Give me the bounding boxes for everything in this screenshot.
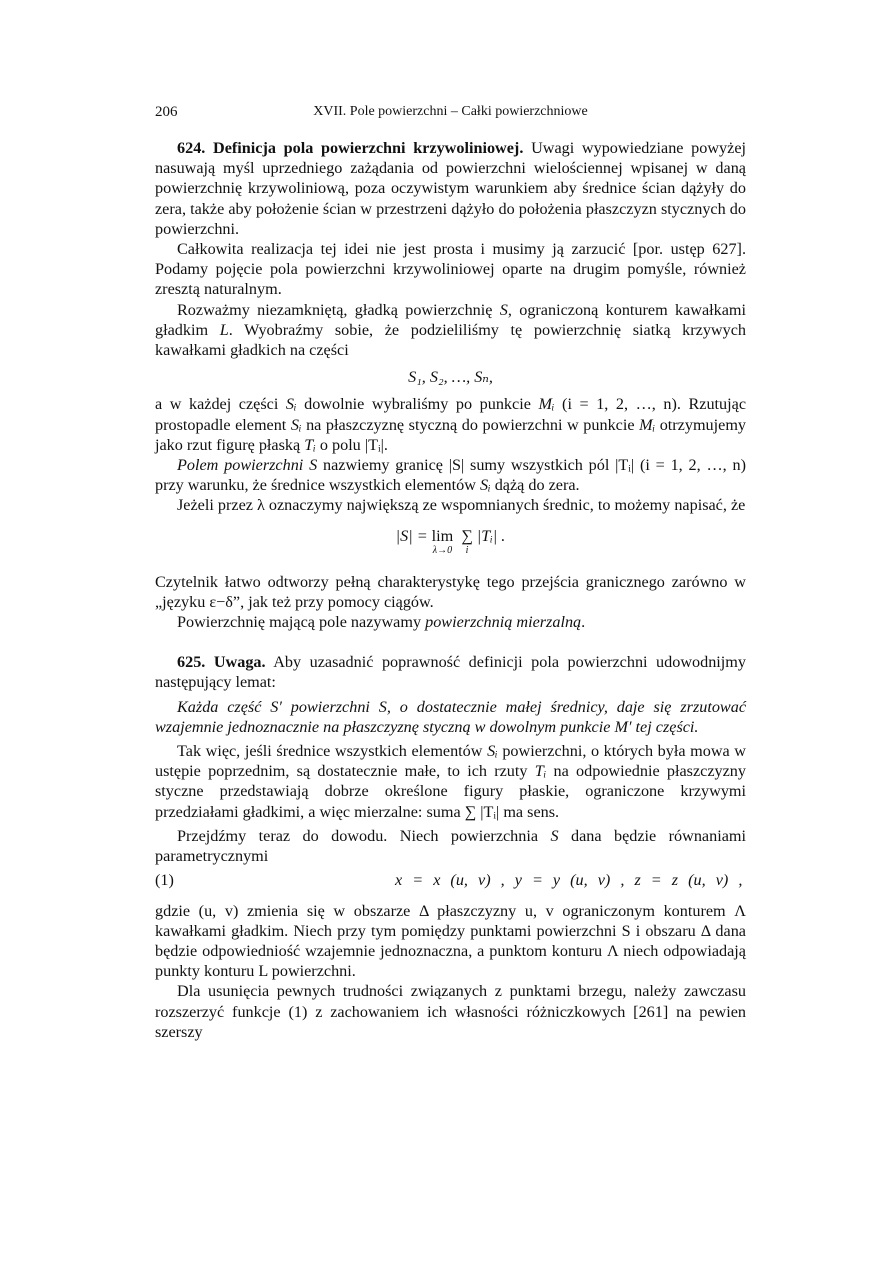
section-624-paragraph-8: Powierzchnię mającą pole nazywamy powierzchnią mierzalną.: [177, 613, 586, 632]
page-number: 206: [155, 104, 178, 120]
defined-term: Polem powierzchni S: [177, 456, 318, 475]
measurable-surface-term: powierzchnią mierzalną: [425, 613, 582, 632]
equation-label: (1): [155, 871, 174, 890]
document-page: [155, 104, 746, 1042]
section-625-paragraph-5: Dla usunięcia pewnych trudności związanych z punktami brzegu, należy zawczasu rozszerzyć funkcje (1) z zachowaniem ich własności różniczkowych [261] na pewien szerszy: [155, 982, 746, 1041]
body-text: [155, 138, 746, 1042]
equation-body: x = x (u, v) , y = y (u, v) , z = z (u, v) ,: [395, 871, 743, 890]
section-624-paragraph-1: 624. Definicja pola powierzchni krzywoliniowej. Uwagi wypowiedziane powyżej nasuwają myśl uprzedniego zażądania od powierzchni wielościennej wpisanej w daną powierzchnię krzywoliniową, poza oczywistym warunkiem aby średnice ścian dążyły do zera, także aby położenie ścian w przestrzeni dążyło do położenia płaszczyzn stycznych do powierzchni.: [155, 139, 747, 238]
limit-formula: |S| = lim λ→0 ∑ i |Tᵢ| .: [395, 526, 506, 556]
section-624-definition: Polem powierzchni S nazwiemy granicę |S| sumy wszystkich pól |Tᵢ| (i = 1, 2, …, n) przy warunku, że średnice wszystkich elementów Sᵢ dążą do zera.: [155, 456, 746, 495]
section-625-heading: 625. Uwaga.: [177, 653, 266, 672]
section-624-paragraph-3: Rozważmy niezamkniętą, gładką powierzchnię S, ograniczoną konturem kawałkami gładkim L. Wyobraźmy sobie, że podzieliliśmy tę powierzchnię siatką krzywych kawałkami gładkich na części: [155, 300, 747, 360]
equation-1: [155, 870, 746, 890]
lemma-statement: Każda część S′ powierzchni S, o dostatecznie małej średnicy, daje się zrzutować wzajemnie jednoznacznie na płaszczyznę styczną w dowolnym punkcie M′ tej części.: [155, 697, 746, 736]
running-title: XVII. Pole powierzchni – Całki powierzchniowe: [313, 104, 588, 119]
section-625-paragraph-4: gdzie (u, v) zmienia się w obszarze Δ płaszczyzny u, v ograniczonym konturem Λ kawałkami gładkim. Niech przy tym pomiędzy punktami powierzchni S i obszaru Δ dana będzie odpowiedniość wzajemnie jednoznaczna, a punktom konturu Λ niech odpowiadają punkty konturu L powierzchni.: [155, 901, 746, 981]
sum-operator: ∑ i: [461, 526, 473, 556]
section-624-paragraph-6: Jeżeli przez λ oznaczymy największą ze wspomnianych średnic, to możemy napisać, że: [177, 496, 746, 515]
formula-parts: S₁, S₂, …, Sₙ,: [408, 368, 493, 387]
section-625-paragraph-2: Tak więc, jeśli średnice wszystkich elementów Sᵢ powierzchni, o których była mowa w ustępie poprzednim, są dostatecznie małe, to ich rzuty Tᵢ na odpowiednie płaszczyzny styczne przedstawiają dobrze określone figury płaskie, ograniczone krzywymi przedziałami gładkimi, a więc mierzalne: suma ∑ |Tᵢ| ma sens.: [155, 742, 746, 821]
page-header: [155, 104, 746, 126]
limit-operator: lim λ→0: [431, 526, 454, 556]
section-624-paragraph-7: Czytelnik łatwo odtworzy pełną charakterystykę tego przejścia granicznego zarówno w „języku ε−δ”, jak też przy pomocy ciągów.: [155, 572, 746, 611]
section-625-paragraph-3: Przejdźmy teraz do dowodu. Niech powierzchnia S dana będzie równaniami parametrycznymi: [155, 826, 746, 866]
section-624-paragraph-4: a w każdej części Sᵢ dowolnie wybraliśmy po punkcie Mᵢ (i = 1, 2, …, n). Rzutując prostopadle element Sᵢ na płaszczyznę styczną do powierzchni w punkcie Mᵢ otrzymujemy jako rzut figurę płaską Tᵢ o polu |Tᵢ|.: [155, 395, 747, 454]
section-624-heading: 624. Definicja pola powierzchni krzywoliniowej.: [177, 139, 524, 157]
section-624-paragraph-2: Całkowita realizacja tej idei nie jest prosta i musimy ją zarzucić [por. ustęp 627]. Podamy pojęcie pola powierzchni krzywoliniowej oparte na drugim pomyśle, również zresztą naturalnym.: [155, 240, 746, 299]
section-625-paragraph-1: 625. Uwaga. Aby uzasadnić poprawność definicji pola powierzchni udowodnijmy następujący lemat:: [155, 653, 746, 692]
